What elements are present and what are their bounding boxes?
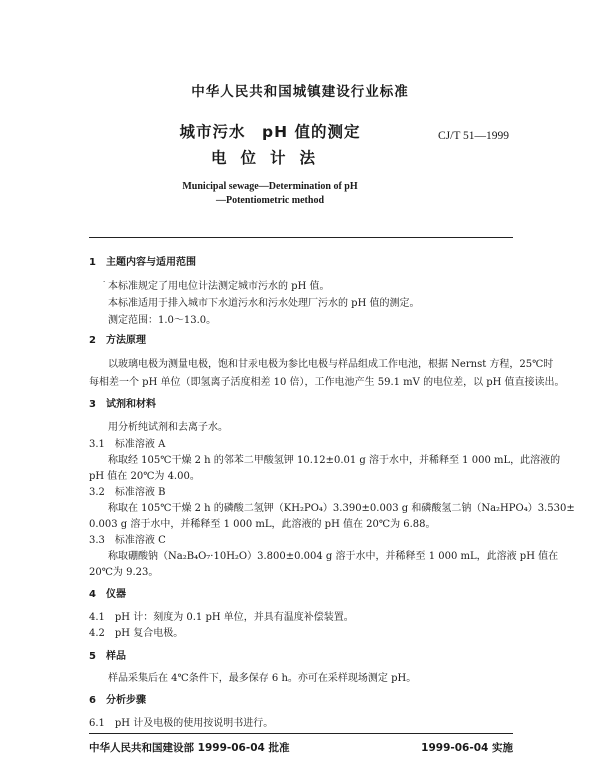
title-en-line1: Municipal sewage—Determination of pH <box>182 181 358 192</box>
issuing-authority: 中华人民共和国城镇建设行业标准 <box>191 84 409 100</box>
subsection-3-3-line: 20℃为 9.23。 <box>89 567 159 578</box>
section-4-heading: 4 仪器 <box>89 589 126 600</box>
section-5-line: 样品采集后在 4℃条件下，最多保存 6 h。亦可在采样现场测定 pH。 <box>108 673 417 684</box>
subsection-3-2-line: 称取在 105℃干燥 2 h 的磷酸二氢钾（KH₂PO₄）3.390±0.003 g 和磷酸氢二钠（Na₂HPO₄）3.530± <box>108 503 575 514</box>
subsection-3-1-title: 3.1 标准溶液 A <box>89 439 166 450</box>
implementation-note: 1999-06-04 实施 <box>421 742 513 754</box>
stray-mark: · <box>103 278 106 286</box>
subsection-3-3-line: 称取硼酸钠（Na₂B₄O₇·10H₂O）3.800±0.004 g 溶于水中，并稀释至 1 000 mL，此溶液 pH 值在 <box>108 551 559 562</box>
section-4-item: 4.1 pH 计：刻度为 0.1 pH 单位，并具有温度补偿装置。 <box>89 612 354 623</box>
section-1-line: 测定范围：1.0～13.0。 <box>108 315 217 326</box>
section-6-item: 6.1 pH 计及电极的使用按说明书进行。 <box>89 718 274 729</box>
title-cn-line2: 电位计法 <box>210 149 329 167</box>
section-1-heading: 1 主题内容与适用范围 <box>89 257 196 268</box>
standard-number: CJ/T 51—1999 <box>438 130 510 142</box>
header-divider <box>89 237 513 238</box>
section-6-heading: 6 分析步骤 <box>89 695 146 706</box>
subsection-3-1-line: pH 值在 20℃为 4.00。 <box>89 471 200 482</box>
section-4-item: 4.2 pH 复合电极。 <box>89 628 184 639</box>
subsection-3-1-line: 称取经 105℃干燥 2 h 的邻苯二甲酸氢钾 10.12±0.01 g 溶于水中，并稀释至 1 000 mL，此溶液的 <box>108 455 561 466</box>
section-2-heading: 2 方法原理 <box>89 335 146 346</box>
section-1-line: 本标准适用于排入城市下水道污水和污水处理厂污水的 pH 值的测定。 <box>108 298 420 309</box>
approval-note: 中华人民共和国建设部 1999-06-04 批准 <box>89 742 290 754</box>
section-2-line: 每相差一个 pH 单位（即氢离子活度相差 10 倍），工作电池产生 59.1 mV 的电位差，以 pH 值直接读出。 <box>89 377 565 388</box>
section-3-intro: 用分析纯试剂和去离子水。 <box>108 422 228 433</box>
subsection-3-2-title: 3.2 标准溶液 B <box>89 487 166 498</box>
section-2-line: 以玻璃电极为测量电极，饱和甘汞电极为参比电极与样品组成工作电池，根据 Nernst 方程，25℃时 <box>108 359 554 370</box>
title-en-line2: —Potentiometric method <box>215 195 325 206</box>
footer-divider <box>89 733 513 734</box>
section-3-heading: 3 试剂和材料 <box>89 399 156 410</box>
subsection-3-3-title: 3.3 标准溶液 C <box>89 535 166 546</box>
title-cn-line1: 城市污水 pH 值的测定 <box>179 123 361 141</box>
subsection-3-2-line: 0.003 g 溶于水中，并稀释至 1 000 mL，此溶液的 pH 值在 20℃为 6.88。 <box>89 519 436 530</box>
section-1-line: 本标准规定了用电位计法测定城市污水的 pH 值。 <box>108 281 330 292</box>
section-5-heading: 5 样品 <box>89 651 126 662</box>
